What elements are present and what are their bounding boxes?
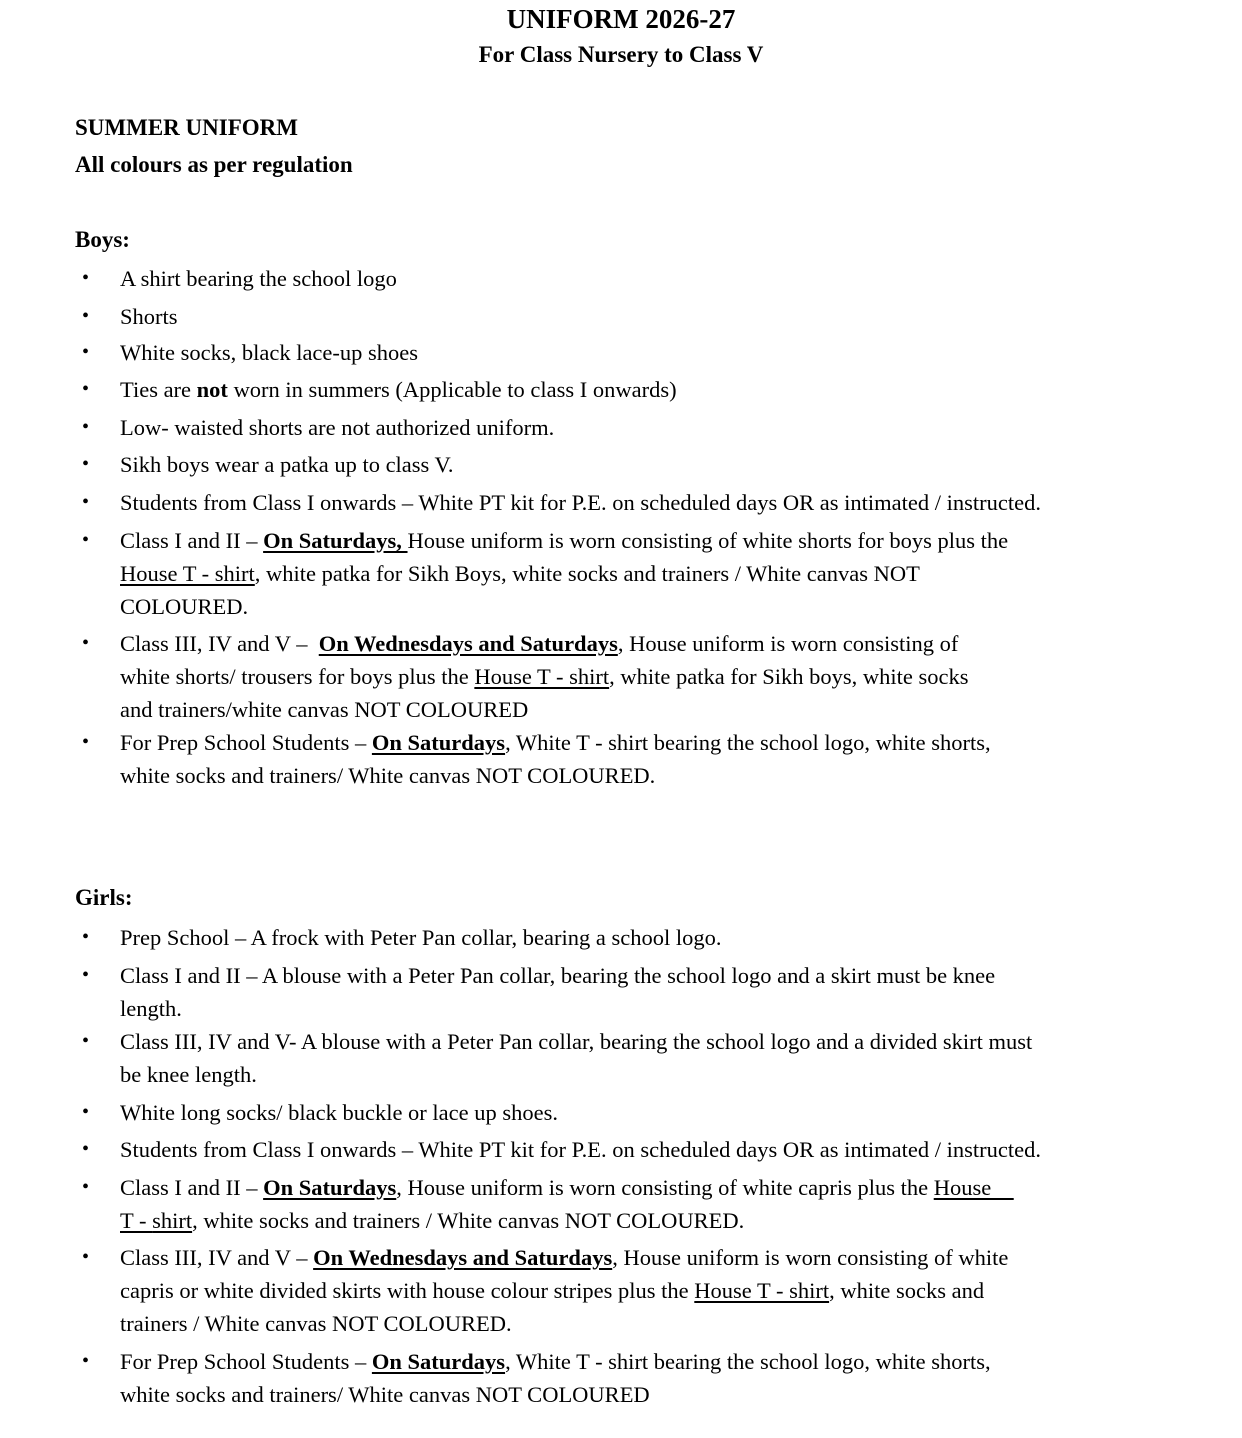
text-segment: On Wednesdays and Saturdays (313, 1245, 613, 1270)
boys-list-item (0, 726, 1242, 792)
item-line (120, 992, 1242, 1025)
item-line (120, 1096, 1242, 1129)
boys-list-item (0, 300, 1242, 333)
text-segment: and trainers/white canvas NOT COLOURED (120, 697, 529, 722)
item-line (120, 590, 1242, 623)
section-heading: SUMMER UNIFORM (75, 115, 298, 140)
text-segment: For Prep School Students – (120, 730, 372, 755)
text-segment: Low- waisted shorts are not authorized uniform. (120, 415, 555, 440)
text-segment: House T - shirt (120, 561, 255, 586)
bullet-icon: • (82, 453, 90, 475)
girls-list-item (0, 921, 1242, 954)
item-line (120, 1274, 1242, 1307)
text-segment: On Saturdays (371, 1349, 506, 1374)
item-line (120, 1204, 1242, 1237)
text-segment: Ties are (120, 377, 197, 402)
item-line (120, 1058, 1242, 1091)
regulation-note: All colours as per regulation (75, 152, 353, 177)
boys-list-item (0, 411, 1242, 444)
text-segment: white shorts/ trousers for boys plus the (120, 664, 475, 689)
text-segment: , White T - shirt bearing the school logo, white shorts, (505, 1349, 991, 1374)
item-line (120, 411, 1242, 444)
text-segment: Class III, IV and V – (120, 631, 319, 656)
text-segment: On Wednesdays and Saturdays (318, 631, 618, 656)
text-segment: , white patka for Sikh Boys, white socks and trainers / White canvas NOT (254, 561, 920, 586)
text-segment: Students from Class I onwards – White PT kit for P.E. on scheduled days OR as intimated / instructed. (120, 490, 1041, 515)
text-segment: White socks, black lace-up shoes (120, 340, 419, 365)
boys-list-item (0, 486, 1242, 519)
item-line (120, 726, 1242, 759)
bullet-icon: • (82, 731, 90, 753)
item-line (120, 759, 1242, 792)
text-segment: white socks and trainers/ White canvas NOT COLOURED. (120, 763, 656, 788)
item-line (120, 959, 1242, 992)
item-line (120, 300, 1242, 333)
text-segment: Shorts (120, 304, 178, 329)
text-segment: length. (120, 996, 182, 1021)
item-line (120, 1171, 1242, 1204)
boys-list-item (0, 627, 1242, 726)
item-line (120, 627, 1242, 660)
text-segment: , White T - shirt bearing the school logo, white shorts, (505, 730, 991, 755)
text-segment: For Prep School Students – (120, 1349, 372, 1374)
boys-list-item (0, 262, 1242, 295)
document-subtitle: For Class Nursery to Class V (478, 42, 764, 67)
text-segment: Students from Class I onwards – White PT kit for P.E. on scheduled days OR as intimated / instructed. (120, 1137, 1041, 1162)
document-title: UNIFORM 2026-27 (506, 4, 736, 34)
text-segment: House (933, 1175, 1014, 1200)
boys-list-item (0, 524, 1242, 623)
item-line (120, 336, 1242, 369)
girls-list-item (0, 1133, 1242, 1166)
text-segment: , House uniform is worn consisting of white (612, 1245, 1009, 1270)
girls-list-item (0, 1171, 1242, 1237)
item-line (120, 660, 1242, 693)
text-segment: A shirt bearing the school logo (120, 266, 397, 291)
text-segment: worn in summers (Applicable to class I onwards) (227, 377, 677, 402)
bullet-icon: • (82, 1176, 90, 1198)
bullet-icon: • (82, 1350, 90, 1372)
item-line (120, 1307, 1242, 1340)
text-segment: be knee length. (120, 1062, 257, 1087)
item-line (120, 1241, 1242, 1274)
bullet-icon: • (82, 529, 90, 551)
item-line (120, 693, 1242, 726)
item-line (120, 1378, 1242, 1411)
girls-list-item (0, 1345, 1242, 1411)
text-segment: On Saturdays (263, 1175, 397, 1200)
boys-list-item (0, 373, 1242, 406)
text-segment: House T - shirt (474, 664, 610, 689)
bullet-icon: • (82, 267, 90, 289)
bullet-icon: • (82, 305, 90, 327)
boys-list-item (0, 448, 1242, 481)
text-segment: House uniform is worn consisting of white shorts for boys plus the (407, 528, 1009, 553)
bullet-icon: • (82, 632, 90, 654)
item-line (120, 1133, 1242, 1166)
boys-list-item (0, 336, 1242, 369)
text-segment: On Saturdays (371, 730, 506, 755)
girls-list-item (0, 1025, 1242, 1091)
text-segment: Prep School – A frock with Peter Pan collar, bearing a school logo. (120, 925, 722, 950)
text-segment: capris or white divided skirts with house colour stripes plus the (120, 1278, 695, 1303)
text-segment: , House uniform is worn consisting of (617, 631, 959, 656)
girls-list-item (0, 959, 1242, 1025)
text-segment: COLOURED. (120, 594, 249, 619)
bullet-icon: • (82, 491, 90, 513)
text-segment: , white socks and (829, 1278, 985, 1303)
bullet-icon: • (82, 416, 90, 438)
girls-heading: Girls: (75, 885, 133, 910)
bullet-icon: • (82, 964, 90, 986)
bullet-icon: • (82, 1138, 90, 1160)
girls-list-item (0, 1241, 1242, 1340)
text-segment: Class I and II – (120, 1175, 264, 1200)
item-line (120, 921, 1242, 954)
bullet-icon: • (82, 926, 90, 948)
text-segment: , white patka for Sikh boys, white socks (609, 664, 969, 689)
item-line (120, 262, 1242, 295)
text-segment: shirt (152, 1208, 193, 1233)
text-segment: white socks and trainers/ White canvas NOT COLOURED (120, 1382, 650, 1407)
text-segment: White long socks/ black buckle or lace up shoes. (120, 1100, 559, 1125)
item-line (120, 486, 1242, 519)
bullet-icon: • (82, 1030, 90, 1052)
bullet-icon: • (82, 1246, 90, 1268)
bullet-icon: • (82, 378, 90, 400)
text-segment: , white socks and trainers / White canvas NOT COLOURED. (192, 1208, 745, 1233)
text-segment: Class III, IV and V – (120, 1245, 314, 1270)
item-line (120, 373, 1242, 406)
text-segment: House T - shirt (694, 1278, 830, 1303)
item-line (120, 1025, 1242, 1058)
text-segment: On Saturdays, (263, 528, 408, 553)
item-line (120, 448, 1242, 481)
bullet-icon: • (82, 1101, 90, 1123)
text-segment: Sikh boys wear a patka up to class V. (120, 452, 454, 477)
item-line (120, 524, 1242, 557)
item-line (120, 1345, 1242, 1378)
text-segment: trainers / White canvas NOT COLOURED. (120, 1311, 512, 1336)
item-line (120, 557, 1242, 590)
bullet-icon: • (82, 341, 90, 363)
text-segment: Class I and II – (120, 528, 264, 553)
text-segment: Class I and II – A blouse with a Peter Pan collar, bearing the school logo and a skirt must be knee (120, 963, 996, 988)
girls-list-item (0, 1096, 1242, 1129)
text-segment: not (196, 377, 228, 402)
text-segment: Class III, IV and V- A blouse with a Peter Pan collar, bearing the school logo and a divided skirt must (120, 1029, 1033, 1054)
text-segment: , House uniform is worn consisting of white capris plus the (396, 1175, 934, 1200)
text-segment: T - (120, 1208, 153, 1233)
boys-heading: Boys: (75, 227, 130, 252)
